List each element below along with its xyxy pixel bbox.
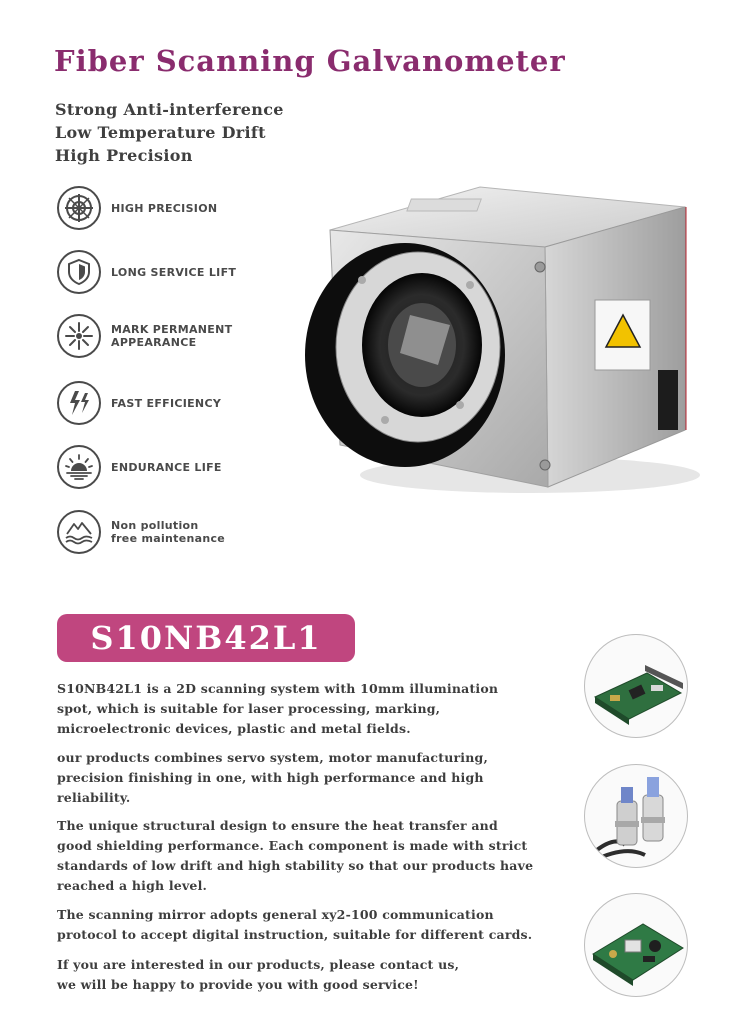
feature-label-line: APPEARANCE	[111, 336, 197, 349]
feature-fast-efficiency	[57, 378, 221, 428]
feature-endurance-life	[57, 442, 222, 492]
starburst-icon	[57, 314, 101, 358]
feature-label-line: free maintenance	[111, 532, 226, 545]
feature-non-pollution	[57, 507, 225, 557]
feature-high-precision	[57, 183, 217, 233]
description-paragraph	[57, 905, 577, 945]
tagline-anti-interference: Strong Anti-interference	[55, 100, 284, 119]
feature-label-multiline	[111, 519, 225, 545]
feature-label: ENDURANCE LIFE	[111, 460, 222, 474]
description-paragraph	[57, 679, 577, 739]
paragraph-line: protocol to accept digital instruction, suitable for different cards.	[57, 927, 533, 942]
galvanometer-product-image	[300, 175, 700, 505]
circuit-board-thumbnail	[584, 634, 688, 738]
paragraph-line: reached a high level.	[57, 878, 208, 893]
sunrise-icon	[57, 445, 101, 489]
paragraph-line: spot, which is suitable for laser processing, marking,	[57, 701, 441, 716]
driver-board-thumbnail	[584, 893, 688, 997]
feature-mark-permanent	[57, 311, 232, 361]
shield-icon	[57, 250, 101, 294]
target-icon	[57, 186, 101, 230]
description-paragraph	[57, 816, 577, 896]
page-title: Fiber Scanning Galvanometer	[54, 44, 566, 78]
paragraph-line: If you are interested in our products, please contact us,	[57, 957, 460, 972]
paragraph-line: microelectronic devices, plastic and metal fields.	[57, 721, 411, 736]
paragraph-line: we will be happy to provide you with good service!	[57, 977, 419, 992]
paragraph-line: standards of low drift and high stability so that our products have	[57, 858, 534, 873]
galvo-motors-thumbnail	[584, 764, 688, 868]
feature-label-multiline	[111, 323, 232, 349]
feature-label: FAST EFFICIENCY	[111, 396, 222, 410]
paragraph-line: The unique structural design to ensure the heat transfer and	[57, 818, 498, 833]
lightning-icon	[57, 381, 101, 425]
feature-label: HIGH PRECISION	[111, 201, 218, 215]
paragraph-line: our products combines servo system, motor manufacturing,	[57, 750, 489, 765]
tagline-list	[55, 98, 284, 167]
paragraph-line: good shielding performance. Each component is made with strict	[57, 838, 528, 853]
tagline-high-precision: High Precision	[55, 146, 193, 165]
feature-label-line: Non pollution	[111, 519, 199, 532]
paragraph-line: The scanning mirror adopts general xy2-100 communication	[57, 907, 494, 922]
description-paragraph	[57, 748, 577, 808]
paragraph-line: precision finishing in one, with high performance and high	[57, 770, 484, 785]
feature-label: LONG SERVICE LIFT	[111, 265, 237, 279]
paragraph-line: S10NB42L1 is a 2D scanning system with 10mm illumination	[57, 681, 499, 696]
feature-label-line: MARK PERMANENT	[111, 323, 233, 336]
contact-paragraph	[57, 955, 577, 995]
tagline-low-drift: Low Temperature Drift	[55, 123, 266, 142]
paragraph-line: reliability.	[57, 790, 131, 805]
model-badge: S10NB42L1	[57, 614, 355, 662]
wave-mountain-icon	[57, 510, 101, 554]
feature-long-service	[57, 247, 236, 297]
